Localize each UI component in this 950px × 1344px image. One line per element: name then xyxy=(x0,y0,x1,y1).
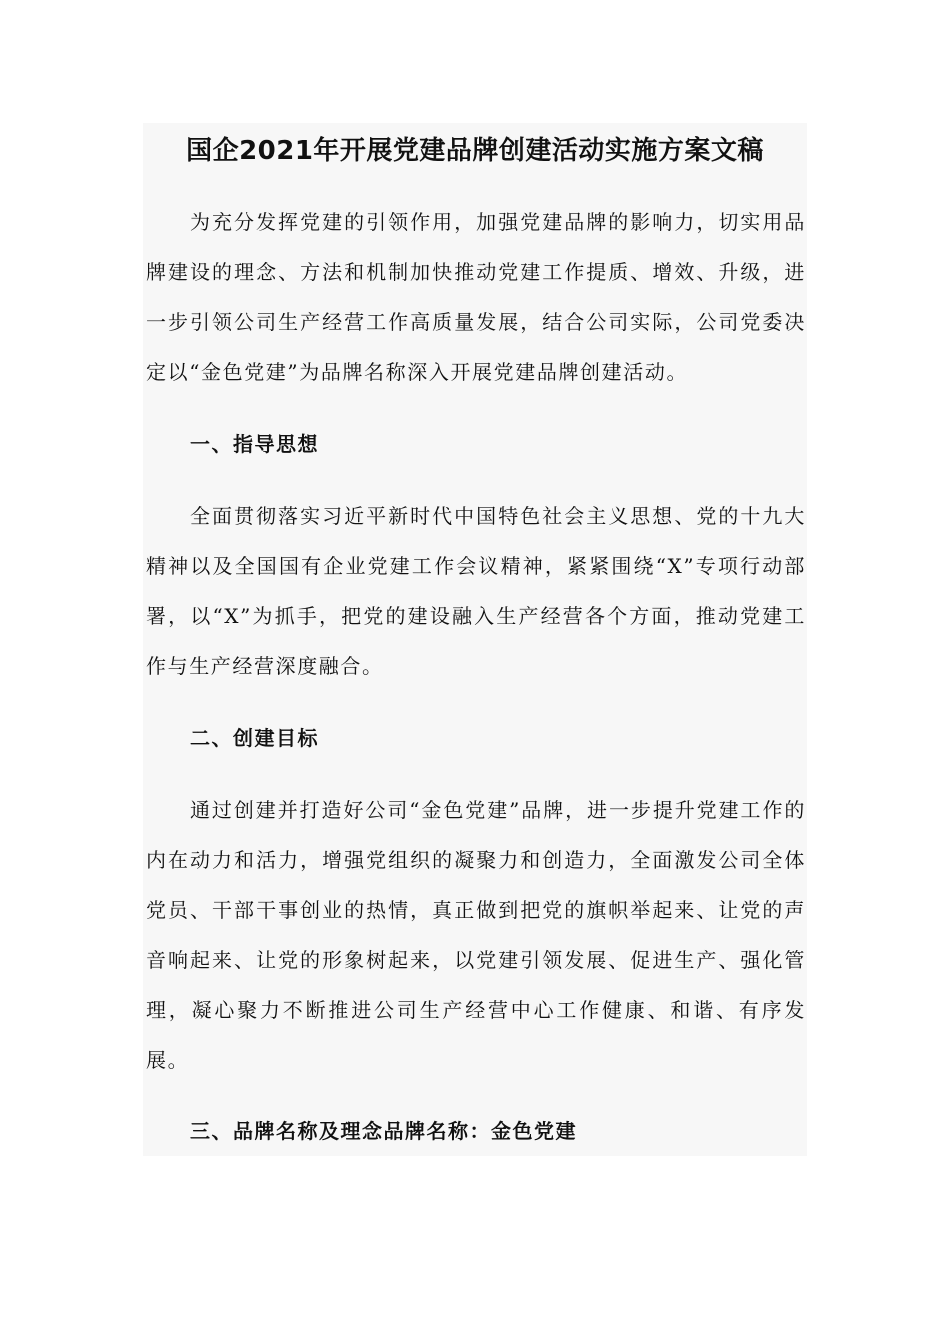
section-heading-brand-name: 三、品牌名称及理念品牌名称：金色党建 xyxy=(190,1119,577,1143)
section-body-goals: 通过创建并打造好公司“金色党建”品牌，进一步提升党建工作的内在动力和活力，增强党组织的凝聚力和创造力，全面激发公司全体党员、干部干事创业的热情，真正做到把党的旗帜举起来、让党的声音响起来、让党的形象树起来，以党建引领发展、促进生产、强化管理，凝心聚力不断推进公司生产经营中心工作健康、和谐、有序发展。 xyxy=(146,798,806,1072)
section-heading-goals: 二、创建目标 xyxy=(190,726,319,750)
section-heading-guiding-ideology: 一、指导思想 xyxy=(190,432,319,456)
document-title: 国企2021年开展党建品牌创建活动实施方案文稿 xyxy=(186,136,764,166)
intro-paragraph: 为充分发挥党建的引领作用，加强党建品牌的影响力，切实用品牌建设的理念、方法和机制加快推动党建工作提质、增效、升级，进一步引领公司生产经营工作高质量发展，结合公司实际，公司党委决定以“金色党建”为品牌名称深入开展党建品牌创建活动。 xyxy=(146,210,806,384)
section-body-guiding-ideology: 全面贯彻落实习近平新时代中国特色社会主义思想、党的十九大精神以及全国国有企业党建工作会议精神，紧紧围绕“X”专项行动部署，以“X”为抓手，把党的建设融入生产经营各个方面，推动党建工作与生产经营深度融合。 xyxy=(146,504,806,678)
